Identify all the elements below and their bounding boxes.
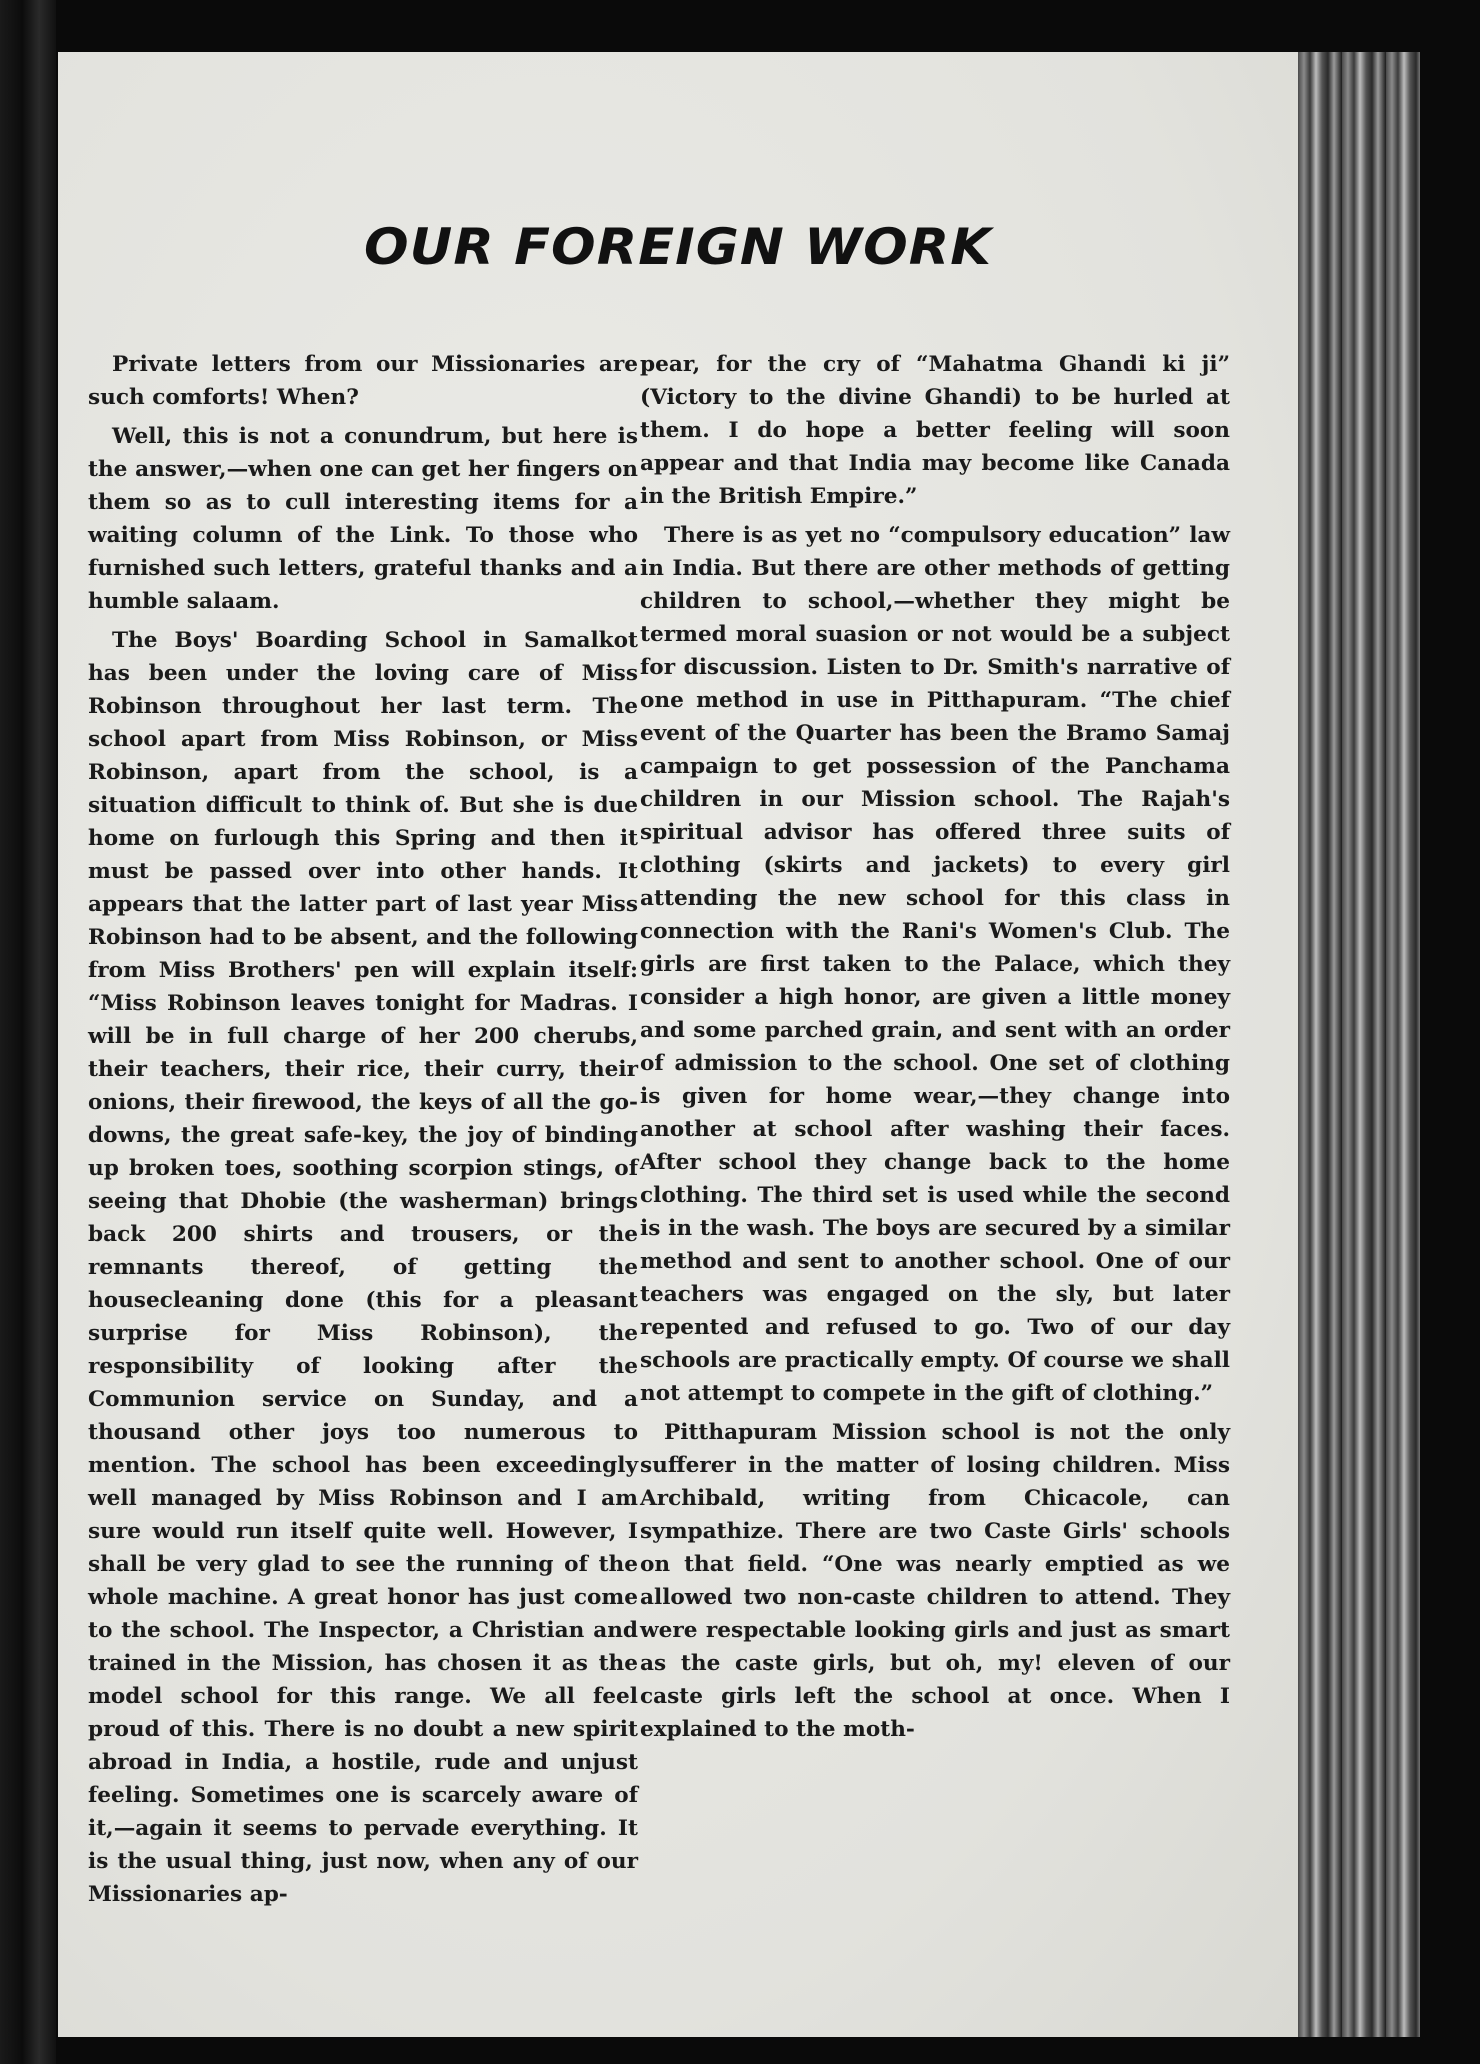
paragraph: There is as yet no “compulsory education” law in India. But there are other methods of getting children to school,—whether they might be termed moral suasion or not would be a subject for discussion. Listen to Dr. Smith's narrative of one method in use in Pitthapuram. “The chief event of the Quarter has been the Bramo Samaj campaign to get possession of the Panchama children in our Mission school. The Rajah's spiritual advisor has offered three suits of clothing (skirts and jackets) to every girl attending the new school for this class in connection with the Rani's Women's Club. The girls are first taken to the Palace, which they consider a high honor, are given a little money and some parched grain, and sent with an order of admission to the school. One set of clothing is given for home wear,—they change into another at school after washing their faces. After school they change back to the home clothing. The third set is used while the second is in the wash. The boys are secured by a similar method and sent to another school. One of our teachers was engaged on the sly, but later repented and refused to go. Two of our day schools are practically empty. Of course we shall not attempt to compete in the gift of clothing.” bbox=[640, 523, 1230, 1406]
paragraph: Well, this is not a conundrum, but here is the answer,—when one can get her fingers on them so as to cull interesting items for a waiting column of the Link. To those who furnished such letters, grateful thanks and a humble salaam. bbox=[88, 424, 638, 614]
paragraph: Private letters from our Missionaries are such comforts! When? bbox=[88, 352, 638, 410]
magazine-page bbox=[58, 52, 1298, 2037]
paragraph: pear, for the cry of “Mahatma Ghandi ki ji” (Victory to the divine Ghandi) to be hurled at them. I do hope a better feeling will soon appear and that India may become like Canada in the British Empire.” bbox=[640, 352, 1230, 509]
right-column bbox=[640, 348, 1230, 1746]
page-stack-edges bbox=[1298, 52, 1480, 2037]
paragraph: Pitthapuram Mission school is not the only sufferer in the matter of losing children. Miss Archibald, writing from Chicacole, can sympathize. There are two Caste Girls' schools on that field. “One was nearly emptied as we allowed two non-caste children to attend. They were respectable looking girls and just as smart as the caste girls, but oh, my! eleven of our caste girls left the school at once. When I explained to the moth- bbox=[640, 1420, 1230, 1742]
scan-left-margin bbox=[0, 0, 56, 2064]
left-column bbox=[88, 348, 638, 1911]
paragraph: The Boys' Boarding School in Samalkot has been under the loving care of Miss Robinson throughout her last term. The school apart from Miss Robinson, or Miss Robinson, apart from the school, is a situation difficult to think of. But she is due home on furlough this Spring and then it must be passed over into other hands. It appears that the latter part of last year Miss Robinson had to be absent, and the following from Miss Brothers' pen will explain itself: “Miss Robinson leaves tonight for Madras. I will be in full charge of her 200 cherubs, their teachers, their rice, their curry, their onions, their firewood, the keys of all the go-downs, the great safe-key, the joy of binding up broken toes, soothing scorpion stings, of seeing that Dhobie (the washerman) brings back 200 shirts and trousers, or the remnants thereof, of getting the housecleaning done (this for a pleasant surprise for Miss Robinson), the responsibility of looking after the Communion service on Sunday, and a thousand other joys too numerous to mention. The school has been exceedingly well managed by Miss Robinson and I am sure would run itself quite well. However, I shall be very glad to see the running of the whole machine. A great honor has just come to the school. The Inspector, a Christian and trained in the Mission, has chosen it as the model school for this range. We all feel proud of this. There is no doubt a new spirit abroad in India, a hostile, rude and unjust feeling. Sometimes one is scarcely aware of it,—again it seems to pervade everything. It is the usual thing, just now, when any of our Missionaries ap- bbox=[88, 628, 638, 1907]
page-headline: OUR FOREIGN WORK bbox=[363, 218, 993, 276]
